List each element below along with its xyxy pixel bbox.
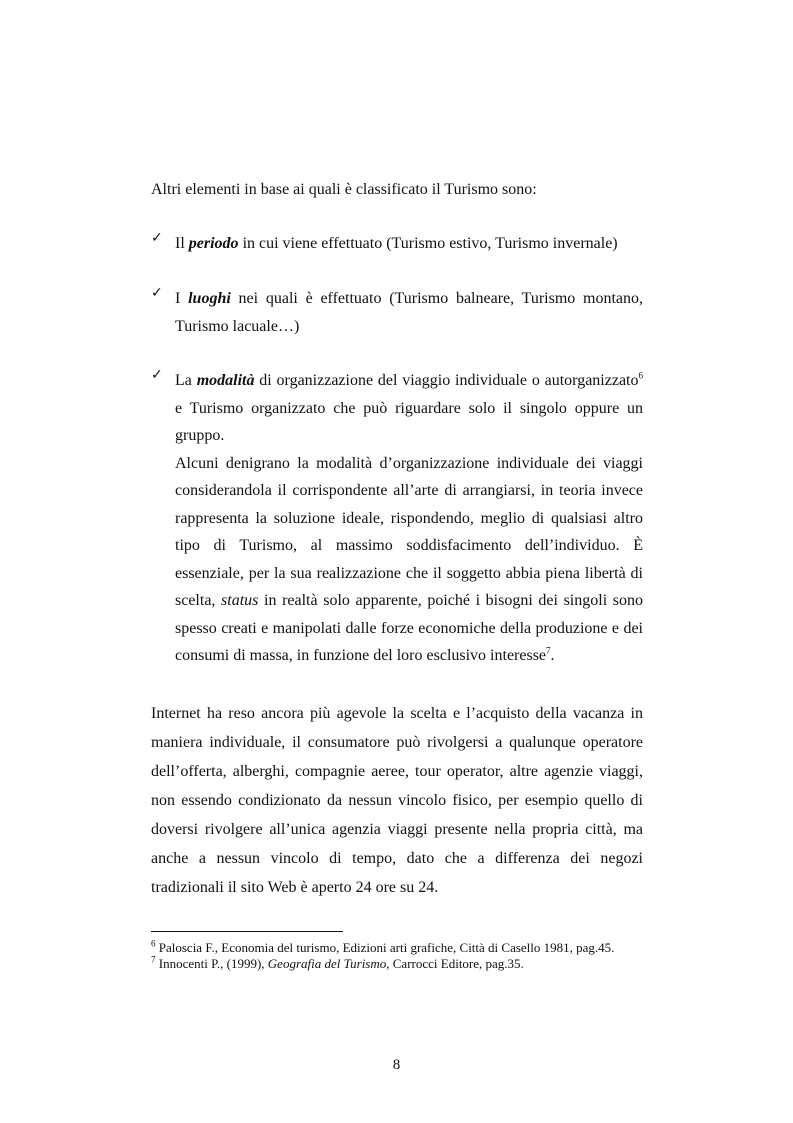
bullet-periodo: [151, 230, 643, 258]
intro-text: Altri elementi in base ai quali è classificato il Turismo sono:: [151, 181, 537, 198]
page-number: 8: [392, 1057, 401, 1073]
footnote-divider: [151, 931, 343, 932]
checkmark-icon: ✓: [151, 285, 163, 301]
checkmark-icon: ✓: [151, 230, 163, 246]
bullet-paragraph-2: Alcuni denigrano la modalità d’organizzazione individuale dei viaggi considerandola il corrispondente all’arte di arrangiarsi, in teoria invece rappresenta la soluzione ideale, rispondendo, meglio di qualsiasi altro tipo di Turismo, al massimo soddisfacimento dell’individuo. È essenziale, per la sua realizzazione che il soggetto abbia piena libertà di scelta, status in realtà solo apparente, poiché i bisogni dei singoli sono spesso creati e manipolati dalle forze economiche della produzione e dei consumi di massa, in funzione del loro esclusivo interesse$^7$.: [175, 454, 643, 664]
bullet-text: [175, 367, 643, 670]
bullet-modalita: [151, 367, 643, 670]
keyword-modalita: modalità: [196, 372, 255, 389]
footnote-ref-7: 7: [546, 645, 551, 656]
checkmark-icon: ✓: [151, 367, 163, 383]
footnotes: [151, 940, 711, 972]
bullet-text: Il periodo in cui viene effettuato (Turismo estivo, Turismo invernale): [175, 235, 618, 252]
bullet-text: I luoghi nei quali è effettuato (Turismo balneare, Turismo montano, Turismo lacuale…): [175, 290, 644, 335]
footnote-6: $^6$ Paloscia F., Economia del turismo, Edizioni arti grafiche, Città di Casello 1981, pag.45.: [151, 938, 615, 955]
keyword-luoghi: luoghi: [188, 290, 231, 307]
footnote-7: $^7$ Innocenti P., (1999), Geografia del Turismo, Carrocci Editore, pag.35.: [151, 954, 524, 971]
emphasis-status: status: [221, 592, 259, 609]
bullet-luoghi: [151, 285, 643, 340]
bullet-paragraph-1: La modalità di organizzazione del viaggio individuale o autorganizzato$^6$ e Turismo organizzato che può riguardare solo il singolo oppure un gruppo.: [175, 370, 644, 444]
footnote-ref-6: 6: [638, 370, 644, 381]
body-paragraph: Internet ha reso ancora più agevole la scelta e l’acquisto della vacanza in maniera individuale, il consumatore può rivolgersi a qualunque operatore dell’offerta, alberghi, compagnie aeree, tour operator, altre agenzie viaggi, non essendo condizionato da nessun vincolo fisico, per esempio quello di doversi rivolgere all’unica agenzia viaggi presente nella propria città, ma anche a nessun vincolo di tempo, dato che a differenza dei negozi tradizionali il sito Web è aperto 24 ore su 24.: [151, 705, 643, 896]
keyword-periodo: periodo: [188, 235, 239, 252]
